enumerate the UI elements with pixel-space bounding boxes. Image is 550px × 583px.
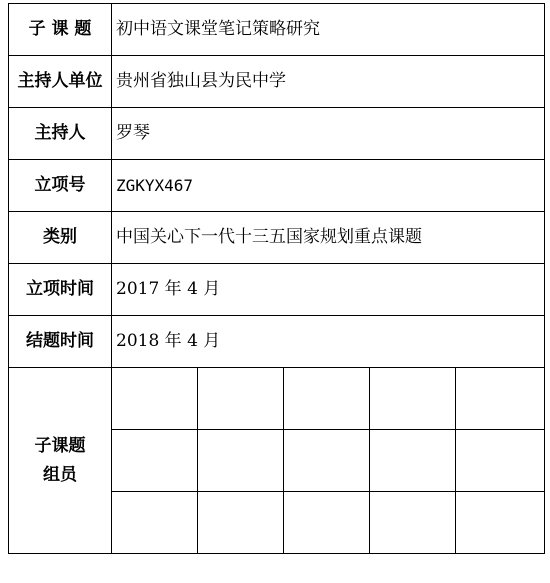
member-cell bbox=[198, 492, 284, 554]
label-host-unit: 主持人单位 bbox=[9, 56, 112, 108]
value-project-number: ZGKYX467 bbox=[112, 160, 545, 212]
label-subproject: 子 课 题 bbox=[9, 4, 112, 56]
member-cell bbox=[112, 430, 198, 492]
member-cell bbox=[284, 430, 370, 492]
member-cell bbox=[112, 492, 198, 554]
project-info-table bbox=[8, 3, 545, 554]
label-end-date: 结题时间 bbox=[9, 316, 112, 368]
members-label-line1: 子课题 bbox=[34, 435, 86, 456]
member-cell bbox=[198, 430, 284, 492]
member-cell bbox=[370, 430, 456, 492]
value-end-date: 2018 年 4 月 bbox=[112, 316, 545, 368]
row-host bbox=[9, 108, 545, 160]
member-cell bbox=[456, 492, 545, 554]
value-host: 罗琴 bbox=[112, 108, 545, 160]
value-host-unit: 贵州省独山县为民中学 bbox=[112, 56, 545, 108]
label-category: 类别 bbox=[9, 212, 112, 264]
row-end-date bbox=[9, 316, 545, 368]
row-project-number bbox=[9, 160, 545, 212]
member-cell bbox=[198, 368, 284, 430]
row-subproject bbox=[9, 4, 545, 56]
row-host-unit bbox=[9, 56, 545, 108]
label-start-date: 立项时间 bbox=[9, 264, 112, 316]
members-label-line2: 组员 bbox=[43, 464, 77, 485]
label-members bbox=[9, 368, 112, 554]
row-start-date bbox=[9, 264, 545, 316]
member-row-1 bbox=[9, 368, 545, 430]
row-category bbox=[9, 212, 545, 264]
member-cell bbox=[370, 492, 456, 554]
member-cell bbox=[370, 368, 456, 430]
value-subproject: 初中语文课堂笔记策略研究 bbox=[112, 4, 545, 56]
value-start-date: 2017 年 4 月 bbox=[112, 264, 545, 316]
label-host: 主持人 bbox=[9, 108, 112, 160]
member-cell bbox=[112, 368, 198, 430]
member-cell bbox=[456, 430, 545, 492]
member-cell bbox=[284, 368, 370, 430]
member-cell bbox=[456, 368, 545, 430]
label-project-number: 立项号 bbox=[9, 160, 112, 212]
member-cell bbox=[284, 492, 370, 554]
value-category: 中国关心下一代十三五国家规划重点课题 bbox=[112, 212, 545, 264]
